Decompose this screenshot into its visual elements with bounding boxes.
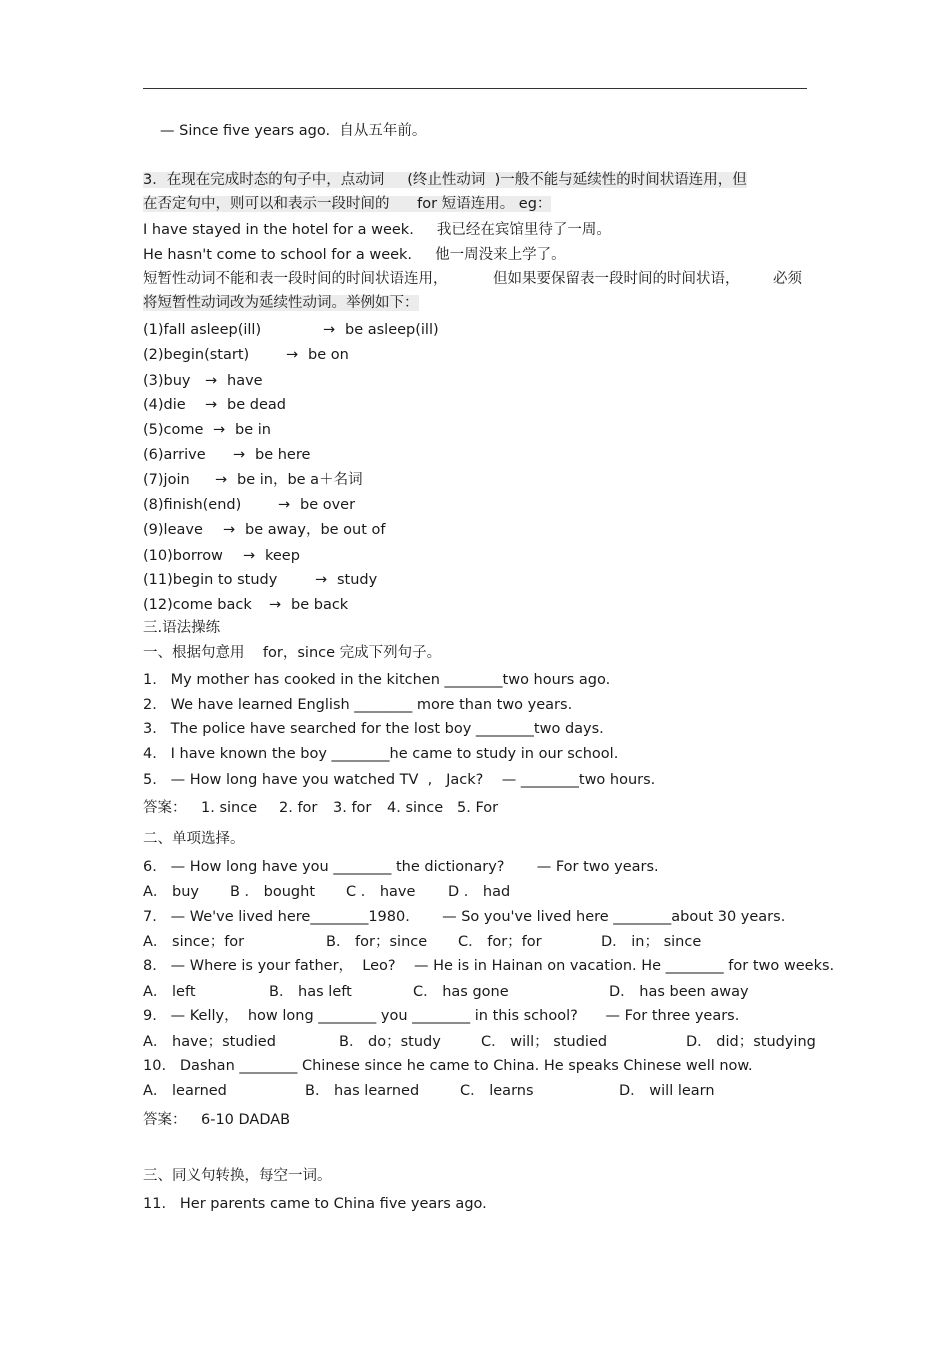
option-d: D． did；studying	[686, 1034, 816, 1050]
option-b: B． has left	[269, 984, 352, 1000]
conversion-to: be on	[308, 347, 349, 363]
conversion-to: study	[337, 572, 378, 588]
conversion-to: be back	[291, 597, 349, 613]
conversion-to: be in	[235, 422, 271, 438]
question-8: 8. — Where is your father， Leo? — He is in Hainan on vacation. He ________ for two weeks.	[143, 958, 835, 974]
part1-title: 一、根据句意用 for，since 完成下列句子。	[143, 645, 442, 661]
rule3-line4-text: 将短暂性动词改为延续性动词。举例如下：	[143, 295, 419, 311]
rule3-line3a: 短暂性动词不能和表一段时间的时间状语连用，	[143, 271, 448, 287]
conversion-from: (7)join	[143, 472, 190, 488]
option-a: A． left	[143, 984, 196, 1000]
rule3-line2	[143, 194, 551, 214]
arrow-icon: →	[205, 373, 218, 389]
header-rule	[143, 88, 807, 89]
section3-title: 三.语法操练	[143, 620, 221, 636]
arrow-icon: →	[243, 548, 256, 564]
part3-title: 三、同义句转换，每空一词。	[143, 1168, 332, 1184]
conversion-to: be in，be a＋名词	[237, 472, 363, 488]
part2-answers	[143, 1110, 291, 1170]
option-a: A． buy	[143, 884, 200, 900]
part1-item-5: 5. — How long have you watched TV , Jack? — ________two hours.	[143, 772, 656, 788]
rule3-line2-text: 在否定句中，则可以和表示一段时间的 for 短语连用。 eg：	[143, 196, 552, 212]
rule3-line1-text: 3．在现在完成时态的句子中，点动词 (终止性动词 )一般不能与延续性的时间状语连用，但	[143, 172, 747, 188]
conversion-from: (6)arrive	[143, 447, 206, 463]
intro-line: — Since five years ago. 自从五年前。	[160, 123, 427, 139]
conversion-from: (10)borrow	[143, 548, 223, 564]
part1-answer-label: 答案：	[143, 800, 187, 816]
conversion-from: (8)finish(end)	[143, 497, 242, 513]
question-10: 10. Dashan ________ Chinese since he came to China. He speaks Chinese well now.	[143, 1058, 753, 1074]
rule3-example-2: He hasn't come to school for a week. 他一周没来上学了。	[143, 247, 566, 263]
question-7: 7. — We've lived here________1980. — So you've lived here ________about 30 years.	[143, 909, 786, 925]
arrow-icon: →	[215, 472, 228, 488]
rule3-line3b: 但如果要保留表一段时间的时间状语，	[493, 271, 740, 287]
option-c: C． will； studied	[481, 1034, 608, 1050]
arrow-icon: →	[315, 572, 328, 588]
rule3-line4	[143, 293, 419, 313]
option-c: C． for；for	[458, 934, 542, 950]
option-a: A． learned	[143, 1083, 227, 1099]
conversion-from: (9)leave	[143, 522, 203, 538]
conversion-from: (11)begin to study	[143, 572, 278, 588]
part1-answer-2: 2. for	[279, 800, 318, 816]
conversion-from: (2)begin(start)	[143, 347, 250, 363]
arrow-icon: →	[213, 422, 226, 438]
option-d: D． in； since	[601, 934, 702, 950]
option-d: D ． had	[448, 884, 511, 900]
option-d: D． will learn	[619, 1083, 715, 1099]
option-c: C． learns	[460, 1083, 534, 1099]
part2-answer-values: 6-10 DADAB	[201, 1112, 291, 1128]
conversion-from: (5)come	[143, 422, 204, 438]
part1-answer-3: 3. for	[333, 800, 372, 816]
conversion-to: have	[227, 373, 263, 389]
part1-answer-5: 5. For	[457, 800, 499, 816]
option-b: B． has learned	[305, 1083, 420, 1099]
conversion-to: keep	[265, 548, 300, 564]
arrow-icon: →	[233, 447, 246, 463]
arrow-icon: →	[269, 597, 282, 613]
option-b: B． for；since	[326, 934, 428, 950]
part3-item-11: 11. Her parents came to China five years ago.	[143, 1196, 487, 1212]
option-d: D． has been away	[609, 984, 749, 1000]
option-a: A． since；for	[143, 934, 245, 950]
option-c: C． has gone	[413, 984, 509, 1000]
part1-answer-4: 4. since	[387, 800, 444, 816]
arrow-icon: →	[205, 397, 218, 413]
arrow-icon: →	[286, 347, 299, 363]
conversion-from: (3)buy	[143, 373, 191, 389]
option-b: B ． bought	[230, 884, 316, 900]
conversion-to: be over	[300, 497, 356, 513]
arrow-icon: →	[323, 322, 336, 338]
arrow-icon: →	[278, 497, 291, 513]
question-9: 9. — Kelly， how long ________ you ________ in this school? — For three years.	[143, 1008, 740, 1024]
option-b: B． do；study	[339, 1034, 441, 1050]
option-c: C ． have	[346, 884, 416, 900]
option-a: A． have；studied	[143, 1034, 276, 1050]
conversion-to: be dead	[227, 397, 286, 413]
conversion-to: be away，be out of	[245, 522, 386, 538]
rule3-line1	[143, 170, 747, 190]
part2-title: 二、单项选择。	[143, 831, 245, 847]
part1-item-1: 1. My mother has cooked in the kitchen ________two hours ago.	[143, 672, 611, 688]
conversion-to: be asleep(ill)	[345, 322, 439, 338]
part2-answer-label: 答案：	[143, 1112, 187, 1128]
part1-answer-1: 1. since	[201, 800, 258, 816]
arrow-icon: →	[223, 522, 236, 538]
part1-item-3: 3. The police have searched for the lost boy ________two days.	[143, 721, 604, 737]
conversion-from: (4)die	[143, 397, 186, 413]
conversion-to: be here	[255, 447, 311, 463]
question-6: 6. — How long have you ________ the dictionary? — For two years.	[143, 859, 659, 875]
rule3-example-1: I have stayed in the hotel for a week. 我已经在宾馆里待了一周。	[143, 222, 611, 238]
part1-item-4: 4. I have known the boy ________he came to study in our school.	[143, 746, 619, 762]
conversion-from: (12)come back	[143, 597, 252, 613]
rule3-line3c: 必须	[773, 271, 802, 287]
part1-item-2: 2. We have learned English ________ more than two years.	[143, 697, 573, 713]
conversion-from: (1)fall asleep(ill)	[143, 322, 262, 338]
